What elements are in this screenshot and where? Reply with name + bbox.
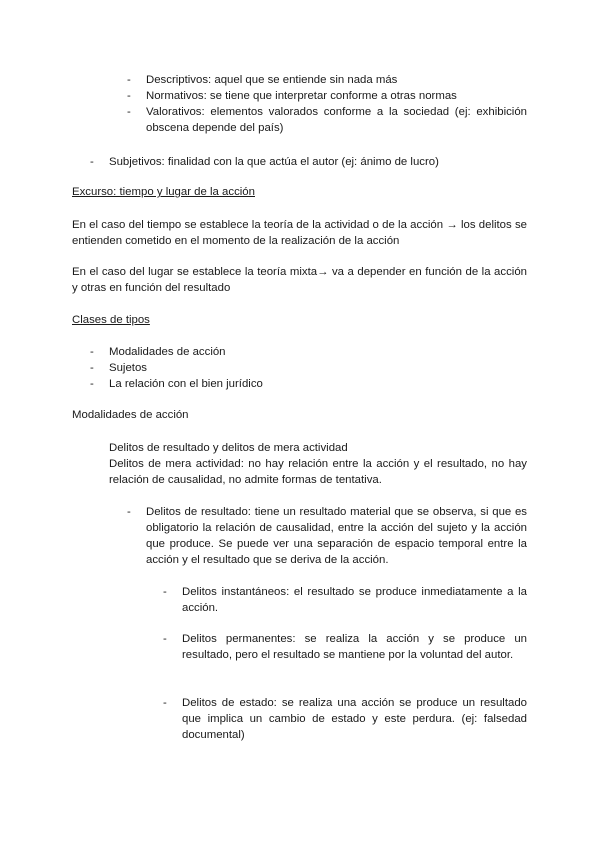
section-heading-modalidades: Modalidades de acción — [72, 409, 189, 421]
list-dash: - — [90, 346, 94, 358]
list-item-normativos — [127, 88, 527, 104]
subheading-delitos: Delitos de resultado y delitos de mera actividad — [109, 442, 348, 454]
paragraph-mera-actividad: Delitos de mera actividad: no hay relación entre la acción y el resultado, no hay relación de causalidad, no admite formas de tentativa. — [109, 458, 527, 486]
list-item-text: Subjetivos: finalidad con la que actúa el autor (ej: ánimo de lucro) — [109, 156, 439, 168]
list-item-text: Delitos instantáneos: el resultado se produce inmediatamente a la acción. — [182, 586, 527, 614]
list-dash: - — [163, 697, 167, 709]
list-item-text: La relación con el bien jurídico — [109, 378, 263, 390]
list-item-valorativos — [127, 104, 527, 136]
list-dash: - — [127, 74, 131, 86]
list-item-text: Sujetos — [109, 362, 147, 374]
list-item-text: Normativos: se tiene que interpretar conforme a otras normas — [146, 90, 457, 102]
list-item-text: Delitos permanentes: se realiza la acción y se produce un resultado, pero el resultado se mantiene por la voluntad del autor. — [182, 633, 527, 661]
list-dash: - — [127, 506, 131, 518]
list-dash: - — [90, 362, 94, 374]
list-item-modalidades — [90, 344, 527, 360]
section-heading-excurso: Excurso: tiempo y lugar de la acción — [72, 186, 255, 198]
list-item-descriptivos — [127, 72, 527, 88]
list-item-permanentes — [163, 631, 527, 663]
paragraph-lugar: En el caso del lugar se establece la teoría mixta→ va a depender en función de la acción y otras en función del resultado — [72, 266, 527, 294]
list-item-estado — [163, 695, 527, 743]
list-item-text: Delitos de resultado: tiene un resultado material que se observa, si que es obligatorio la relación de causalidad, entre la acción del sujeto y la acción que produce. Se puede ver una separación de espacio temporal entre la acción y el resultado que se deriva de la acción. — [146, 506, 527, 566]
section-heading-clases: Clases de tipos — [72, 314, 150, 326]
list-dash: - — [90, 378, 94, 390]
list-item-instantaneos — [163, 584, 527, 616]
list-item-bien-juridico — [90, 376, 527, 392]
list-item-text: Valorativos: elementos valorados conforme a la sociedad (ej: exhibición obscena depende del país) — [146, 106, 527, 134]
list-dash: - — [163, 586, 167, 598]
list-dash: - — [163, 633, 167, 645]
list-item-text: Modalidades de acción — [109, 346, 226, 358]
list-item-sujetos — [90, 360, 527, 376]
list-dash: - — [127, 106, 131, 118]
list-dash: - — [127, 90, 131, 102]
paragraph-tiempo: En el caso del tiempo se establece la teoría de la actividad o de la acción → los delitos se entienden cometido en el momento de la realización de la acción — [72, 219, 527, 247]
list-dash: - — [90, 156, 94, 168]
list-item-subjetivos — [90, 154, 527, 170]
list-item-text: Descriptivos: aquel que se entiende sin nada más — [146, 74, 398, 86]
list-item-delitos-resultado — [127, 504, 527, 568]
list-item-text: Delitos de estado: se realiza una acción se produce un resultado que implica un cambio de estado y este perdura. (ej: falsedad documental) — [182, 697, 527, 741]
